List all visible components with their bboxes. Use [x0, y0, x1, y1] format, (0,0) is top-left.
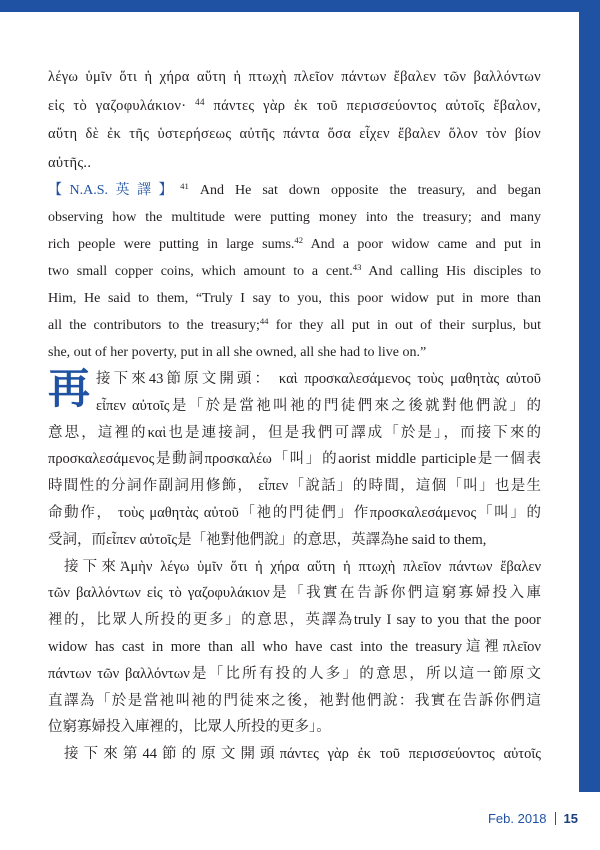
page-top-border	[0, 0, 600, 12]
commentary-line: τῶν βαλλόντων εἰς τὸ γαζοφυλάκιον是「我實在告訴你們這窮寡婦投入庫	[48, 585, 541, 602]
nas-line	[48, 231, 541, 258]
commentary-line: 位窮寡婦投入庫裡的，比眾人所投的更多」。	[48, 719, 331, 736]
commentary-paragraph	[48, 554, 541, 742]
footer-divider	[555, 812, 556, 825]
article-body	[48, 63, 541, 768]
greek-line-text: εἰς τὸ γαζοφυλάκιον·	[48, 97, 196, 114]
commentary-line: 裡的，比眾人所投的更多」的意思，英譯為truly I say to you that the poor	[48, 612, 541, 629]
nas-line-text: rich people were putting in large sums.	[48, 237, 295, 252]
commentary-paragraph	[48, 741, 541, 768]
commentary-line: widow has cast in more than all who have cast into the treasury這裡πλεῖον	[48, 638, 541, 655]
drop-cap: 再	[48, 367, 91, 413]
commentary-line: 時間性的分詞作副詞用修飾， εἶπεν「說話」的時間，這個「叫」也是生	[48, 478, 541, 495]
commentary-line: πάντων τῶν βαλλόντων是「比所有投的人多」的意思，所以這一節原文	[48, 665, 541, 682]
commentary-line: 接下來第44節的原文開頭πάντες γὰρ ἐκ τοῦ περισσεύοντος αὐτοῖς	[64, 746, 541, 763]
commentary-line: 接下來Ἀμὴν λέγω ὑμῖν ὅτι ἡ χήρα αὕτη ἡ πτωχὴ πλεῖον πάντων ἔβαλεν	[64, 558, 541, 575]
nas-line	[48, 312, 541, 339]
commentary-line: 接下來43節原文開頭： καὶ προσκαλεσάμενος τοὺς μαθητὰς αὐτοῦ	[96, 371, 541, 387]
greek-line	[48, 92, 541, 121]
nas-english-translation	[48, 177, 541, 366]
nas-line	[48, 177, 541, 204]
commentary-line: εἶπεν αὐτοῖς是「於是當祂叫祂的門徒們來之後就對他們說」的	[96, 397, 541, 414]
verse-number: 43	[352, 262, 362, 273]
commentary-line: 意思，這裡的καὶ也是連接詞，但是我們可譯成「於是」，而接下來的	[48, 424, 541, 441]
verse-number: 42	[294, 235, 304, 246]
greek-original-text	[48, 63, 541, 177]
nas-label: 【N.A.S.英譯】	[48, 183, 181, 198]
commentary-line: προσκαλεσάμενος是動詞προσκαλέω「叫」的aorist middle participle是一個表	[48, 451, 541, 468]
page-number: 15	[563, 810, 578, 826]
nas-line-text: And He sat down opposite the treasury, and began	[188, 183, 541, 198]
commentary-line: 直譯為「於是當祂叫祂的門徒來之後，祂對他們說：我實在告訴你們這	[48, 692, 541, 709]
nas-line-text: And calling His disciples to	[361, 264, 541, 279]
verse-number: 44	[195, 96, 205, 107]
greek-line: λέγω ὑμῖν ὅτι ἡ χήρα αὕτη ἡ πτωχὴ πλεῖον πάντων ἔβαλεν τῶν βαλλόντων	[48, 69, 541, 85]
greek-line-text: πάντες γὰρ ἐκ τοῦ περισσεύοντος αὐτοῖς ἔβαλον,	[204, 97, 541, 114]
commentary-line: 受詞，而εἶπεν αὐτοῖς是「祂對他們說」的意思，英譯為he said to them,	[48, 531, 487, 548]
issue-date: Feb. 2018	[487, 810, 547, 826]
nas-line-text: all the contributors to the treasury;	[48, 318, 260, 333]
commentary	[48, 366, 541, 768]
nas-line: Him, He said to them, “Truly I say to you, this poor widow put in more than	[48, 291, 541, 306]
page-side-border	[579, 0, 600, 792]
greek-line: αὐτῆς..	[48, 154, 92, 171]
commentary-paragraph	[48, 366, 541, 554]
page-footer	[488, 809, 578, 827]
verse-number: 41	[180, 181, 189, 192]
nas-line: observing how the multitude were putting money into the treasury; and many	[48, 210, 541, 225]
nas-line-text: two small copper coins, which amount to a cent.	[48, 264, 353, 279]
nas-line-text: for they all put in out of their surplus, but	[268, 318, 541, 333]
greek-line: αὕτη δὲ ἐκ τῆς ὑστερήσεως αὐτῆς πάντα ὅσα εἶχεν ἔβαλεν ὅλον τὸν βίον	[48, 126, 541, 142]
commentary-line: 命動作， τοὺς μαθητὰς αὐτοῦ「祂的門徒們」作προσκαλεσάμενος「叫」的	[48, 504, 541, 521]
verse-number: 44	[259, 316, 269, 327]
nas-line-text: And a poor widow came and put in	[303, 237, 541, 252]
nas-line: she, out of her poverty, put in all she owned, all she had to live on.”	[48, 345, 427, 360]
nas-line	[48, 258, 541, 285]
